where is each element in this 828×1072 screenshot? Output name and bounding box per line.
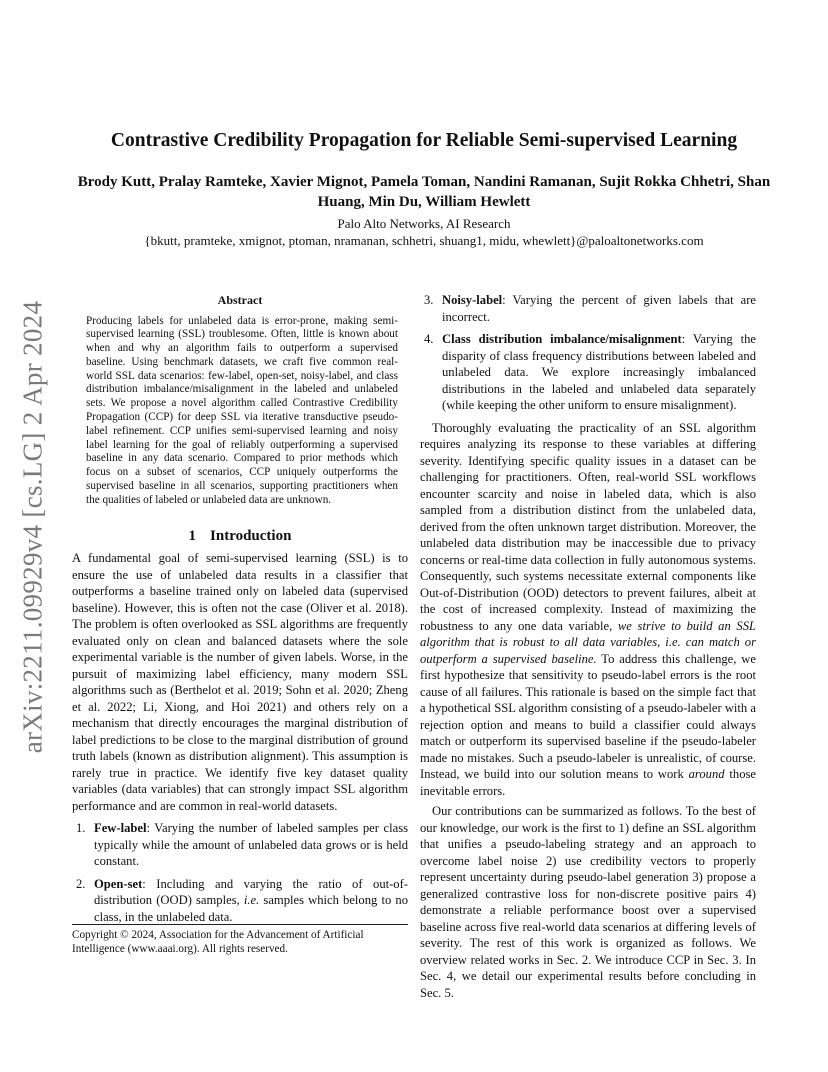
list-number: 2. — [76, 876, 86, 891]
list-text: : Varying the number of labeled samples per class typically while the amount of unlabeled data grows or is held constant. — [94, 821, 408, 869]
paper-title: Contrastive Credibility Propagation for Reliable Semi-supervised Learning — [110, 130, 738, 151]
list-text: samples which belong to no class, in the unlabeled data. — [94, 893, 408, 924]
affiliation: Palo Alto Networks, AI Research — [337, 216, 511, 231]
section-title: Introduction — [210, 527, 292, 544]
list-number: 3. — [424, 293, 434, 307]
section-number: 1 — [188, 527, 197, 544]
list-item — [420, 331, 756, 414]
emphasis-text: we strive to build an SSL algorithm that is robust to all data variables, i.e. can match or outperform a supervised baseline. — [420, 618, 756, 666]
copyright-footnote: Copyright © 2024, Association for the Advancement of Artificial Intelligence (www.aaai.org). All rights reserved. — [72, 924, 408, 957]
emphasis-text: around — [688, 767, 725, 781]
abstract-text: Producing labels for unlabeled data is error-prone, making semi-supervised learning (SSL) troublesome. Often, little is known about when and why an algorithm fails to outperform a supervised baseline. Using benchmark datasets, we craft five common real-world SSL data scenarios: few-label, open-set, noisy-label, and class distribution imbalance/misalignment in the labeled and unlabeled sets. We propose a novel algorithm called Contrastive Credibility Propagation (CCP) for deep SSL via iterative transductive pseudo-label refinement. CCP unifies semi-supervised learning and noisy label learning for the goal of reliably outperforming a supervised baseline in any data scenario. Compared to prior methods which focus on a subset of scenarios, CCP uniquely outperforms the supervised baseline in all scenarios, supporting practitioners when the qualities of labeled or unlabeled data are unknown. — [86, 314, 398, 506]
list-text: : Including and varying the ratio of out-of-distribution (OOD) samples, — [94, 876, 408, 908]
list-number: 1. — [76, 821, 86, 836]
list-text: : Varying the percent of given labels that are incorrect. — [442, 293, 756, 324]
data-variable-list — [72, 820, 408, 925]
email-list: {bkutt, pramteke, xmignot, ptoman, nramanan, schhetri, shuang1, midu, whewlett}@paloaltonetworks.com — [144, 233, 704, 248]
intro-paragraph: A fundamental goal of semi-supervised learning (SSL) is to ensure the use of unlabeled data results in a classifier that outperforms a baseline trained only on labeled data (supervised baseline). However, this is often not the case (Oliver et al. 2018). The problem is often overlooked as SSL algorithms are frequently evaluated only on clean and balanced datasets where the sole experimental variable is the number of given labels. Worse, in the pursuit of maximizing label efficiency, many modern SSL algorithms such as (Berthelot et al. 2019; Sohn et al. 2020; Zheng et al. 2022; Li, Xiong, and Hoi 2021) and others rely on a mechanism that directly encourages the marginal distribution of label predictions to be close to the marginal distribution of ground truth labels (known as distribution alignment). This assumption is rarely true in practice. We identify five key dataset quality variables (data variables) that can strongly impact SSL algorithm performance and are common in real-world datasets. — [72, 551, 408, 813]
paragraph-text: those inevitable errors. — [420, 767, 756, 798]
paragraph-practicality — [420, 420, 756, 800]
author-list: Brody Kutt, Pralay Ramteke, Xavier Mignot, Pamela Toman, Nandini Ramanan, Sujit Rokka Chhetri, Shan Huang, Min Du, William Hewlett — [77, 174, 771, 210]
arxiv-id-text: arXiv:2211.09929v4 [cs.LG] 2 Apr 2024 — [17, 300, 48, 754]
abstract-heading: Abstract — [217, 293, 263, 307]
list-term: Few-label — [94, 821, 147, 836]
paragraph-text: Thoroughly evaluating the practicality of an SSL algorithm requires analyzing its response to these variables at differing severity. Identifying specific quality issues in a dataset can be challenging for practitioners. Often, real-world SSL workflows encounter scarcity and noise in labeled data, which is also sampled from a distribution distinct from the unlabeled data, derived from the often unknown target distribution. Moreover, the unlabeled data distribution may be inaccessible due to privacy concerns or real-time data collection in fully autonomous systems. Consequently, such systems necessitate external components like Out-of-Distribution (OOD) detectors to prevent failures, albeit at the cost of increased complexity. Instead of maximizing the robustness to any one data variable, — [420, 420, 756, 633]
list-term: Noisy-label — [442, 293, 503, 307]
section-heading-introduction — [72, 528, 408, 545]
left-column — [72, 292, 408, 931]
data-variable-list-continued — [420, 292, 756, 414]
arxiv-side-stamp — [12, 292, 54, 762]
list-item — [72, 876, 408, 926]
list-item — [420, 292, 756, 325]
list-item — [72, 820, 408, 870]
list-term: Class distribution imbalance/misalignment — [442, 332, 682, 346]
list-number: 4. — [424, 332, 434, 346]
affiliation-block — [60, 215, 788, 249]
right-column — [420, 292, 756, 1001]
list-emphasis: i.e. — [243, 893, 260, 908]
list-term: Open-set — [94, 876, 143, 891]
paragraph-text: To address this challenge, we first hypothesize that sensitivity to pseudo-label errors is the root cause of all failures. This rationale is based on the simple fact that a hypothetical SSL algorithm consisting of a pseudo-labeler with a rejection option and means to build a classifier could always match or outperform its supervised baseline if the pseudo-labeler made no mistakes. Such a pseudo-labeler is unrealistic, of course. Instead, we build into our solution means to work — [420, 651, 756, 781]
list-text: : Varying the disparity of class frequency distributions between labeled and unlabeled data. We explore increasingly imbalanced distributions in the labeled and unlabeled data separately (while keeping the other uniform to ensure misalignment). — [442, 332, 757, 412]
paragraph-contributions: Our contributions can be summarized as follows. To the best of our knowledge, our work is the first to 1) define an SSL algorithm that unifies a pseudo-labeling strategy and an approach to overcome label noise 2) use credibility vectors to properly represent uncertainty during pseudo-label generation 3) propose a generalized contrastive loss for non-discrete positive pairs 4) demonstrate a reliable performance boost over a supervised baseline across five real-world data scenarios at differing levels of severity. The rest of this work is organized as follows. We overview related works in Sec. 2. We introduce CCP in Sec. 3. In Sec. 4, we detail our experimental results before concluding in Sec. 5. — [420, 804, 756, 1000]
